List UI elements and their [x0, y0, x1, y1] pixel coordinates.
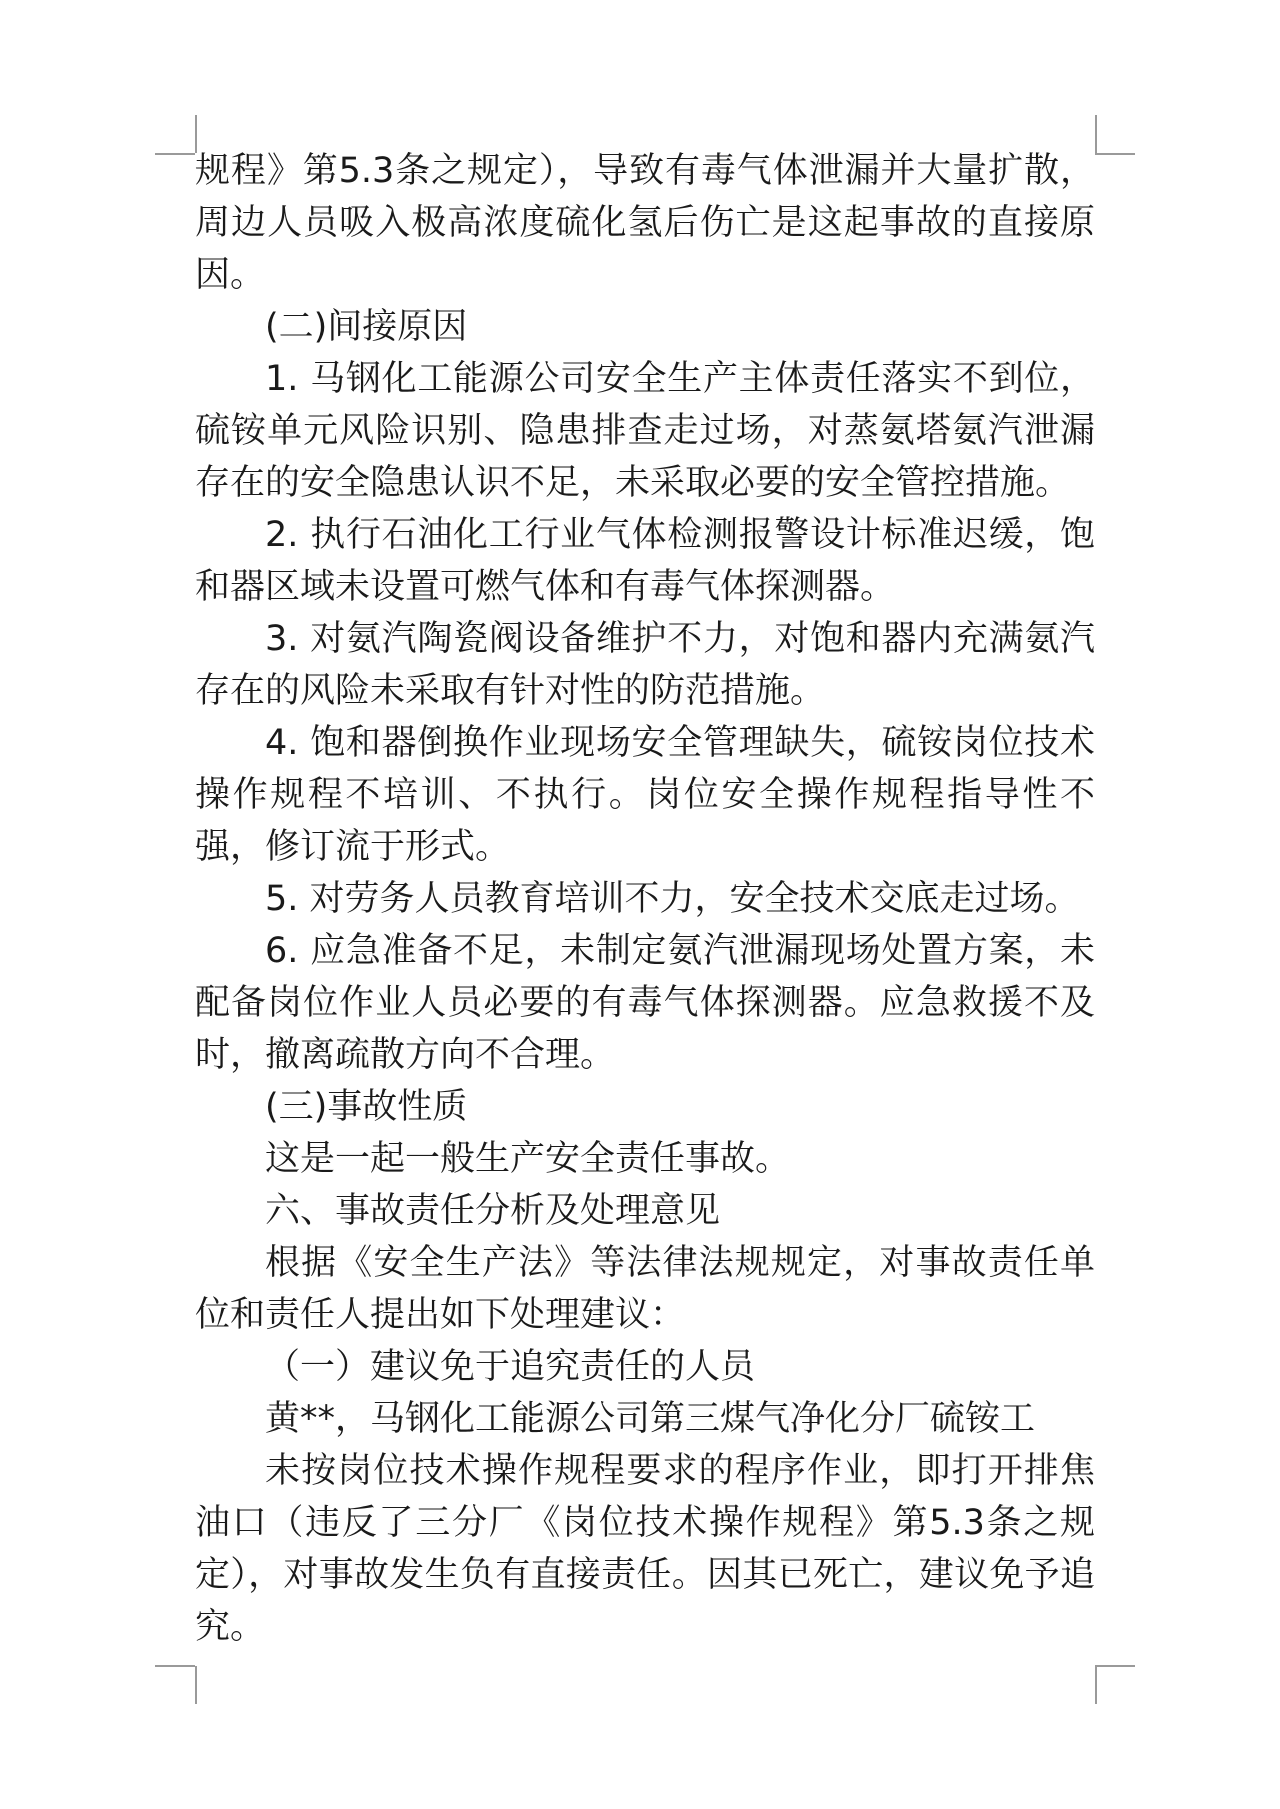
crop-mark-bottom-left-v — [195, 1666, 197, 1704]
crop-mark-top-right-v — [1095, 115, 1097, 153]
crop-mark-top-right-h — [1095, 153, 1135, 155]
crop-mark-bottom-left-h — [155, 1665, 195, 1667]
paragraph-cause-2: 2. 执行石油化工行业气体检测报警设计标准迟缓，饱和器区域未设置可燃气体和有毒气体探测器。 — [195, 515, 1095, 607]
paragraph-cause-5: 5. 对劳务人员教育培训不力，安全技术交底走过场。 — [265, 879, 1080, 919]
paragraph-person-responsibility: 未按岗位技术操作规程要求的程序作业，即打开排焦油口（违反了三分厂《岗位技术操作规程》第5.3条之规定），对事故发生负有直接责任。因其已死亡，建议免予追究。 — [195, 1451, 1095, 1647]
heading-section-six: 六、事故责任分析及处理意见 — [265, 1191, 721, 1231]
crop-mark-bottom-right-v — [1095, 1666, 1097, 1704]
paragraph-cause-6: 6. 应急准备不足，未制定氨汽泄漏现场处置方案，未配备岗位作业人员必要的有毒气体探测器。应急救援不及时，撤离疏散方向不合理。 — [195, 931, 1095, 1075]
heading-indirect-causes: (二)间接原因 — [265, 307, 468, 347]
paragraph-person-identity: 黄**，马钢化工能源公司第三煤气净化分厂硫铵工 — [265, 1399, 1036, 1439]
paragraph-accident-nature: 这是一起一般生产安全责任事故。 — [265, 1139, 791, 1179]
crop-mark-top-left-h — [155, 153, 195, 155]
crop-mark-bottom-right-h — [1095, 1665, 1135, 1667]
heading-exempt-persons: （一）建议免于追究责任的人员 — [265, 1347, 756, 1387]
paragraph-cause-3: 3. 对氨汽陶瓷阀设备维护不力，对饱和器内充满氨汽存在的风险未采取有针对性的防范措施。 — [195, 619, 1095, 711]
document-body — [195, 145, 1095, 1653]
paragraph-direct-cause-continued: 规程》第5.3条之规定），导致有毒气体泄漏并大量扩散，周边人员吸入极高浓度硫化氢后伤亡是这起事故的直接原因。 — [195, 151, 1095, 295]
paragraph-cause-1: 1. 马钢化工能源公司安全生产主体责任落实不到位，硫铵单元风险识别、隐患排查走过场，对蒸氨塔氨汽泄漏存在的安全隐患认识不足，未采取必要的安全管控措施。 — [195, 359, 1095, 503]
paragraph-cause-4: 4. 饱和器倒换作业现场安全管理缺失，硫铵岗位技术操作规程不培训、不执行。岗位安全操作规程指导性不强，修订流于形式。 — [195, 723, 1095, 867]
heading-accident-nature: (三)事故性质 — [265, 1087, 468, 1127]
paragraph-legal-basis: 根据《安全生产法》等法律法规规定，对事故责任单位和责任人提出如下处理建议： — [195, 1243, 1095, 1335]
